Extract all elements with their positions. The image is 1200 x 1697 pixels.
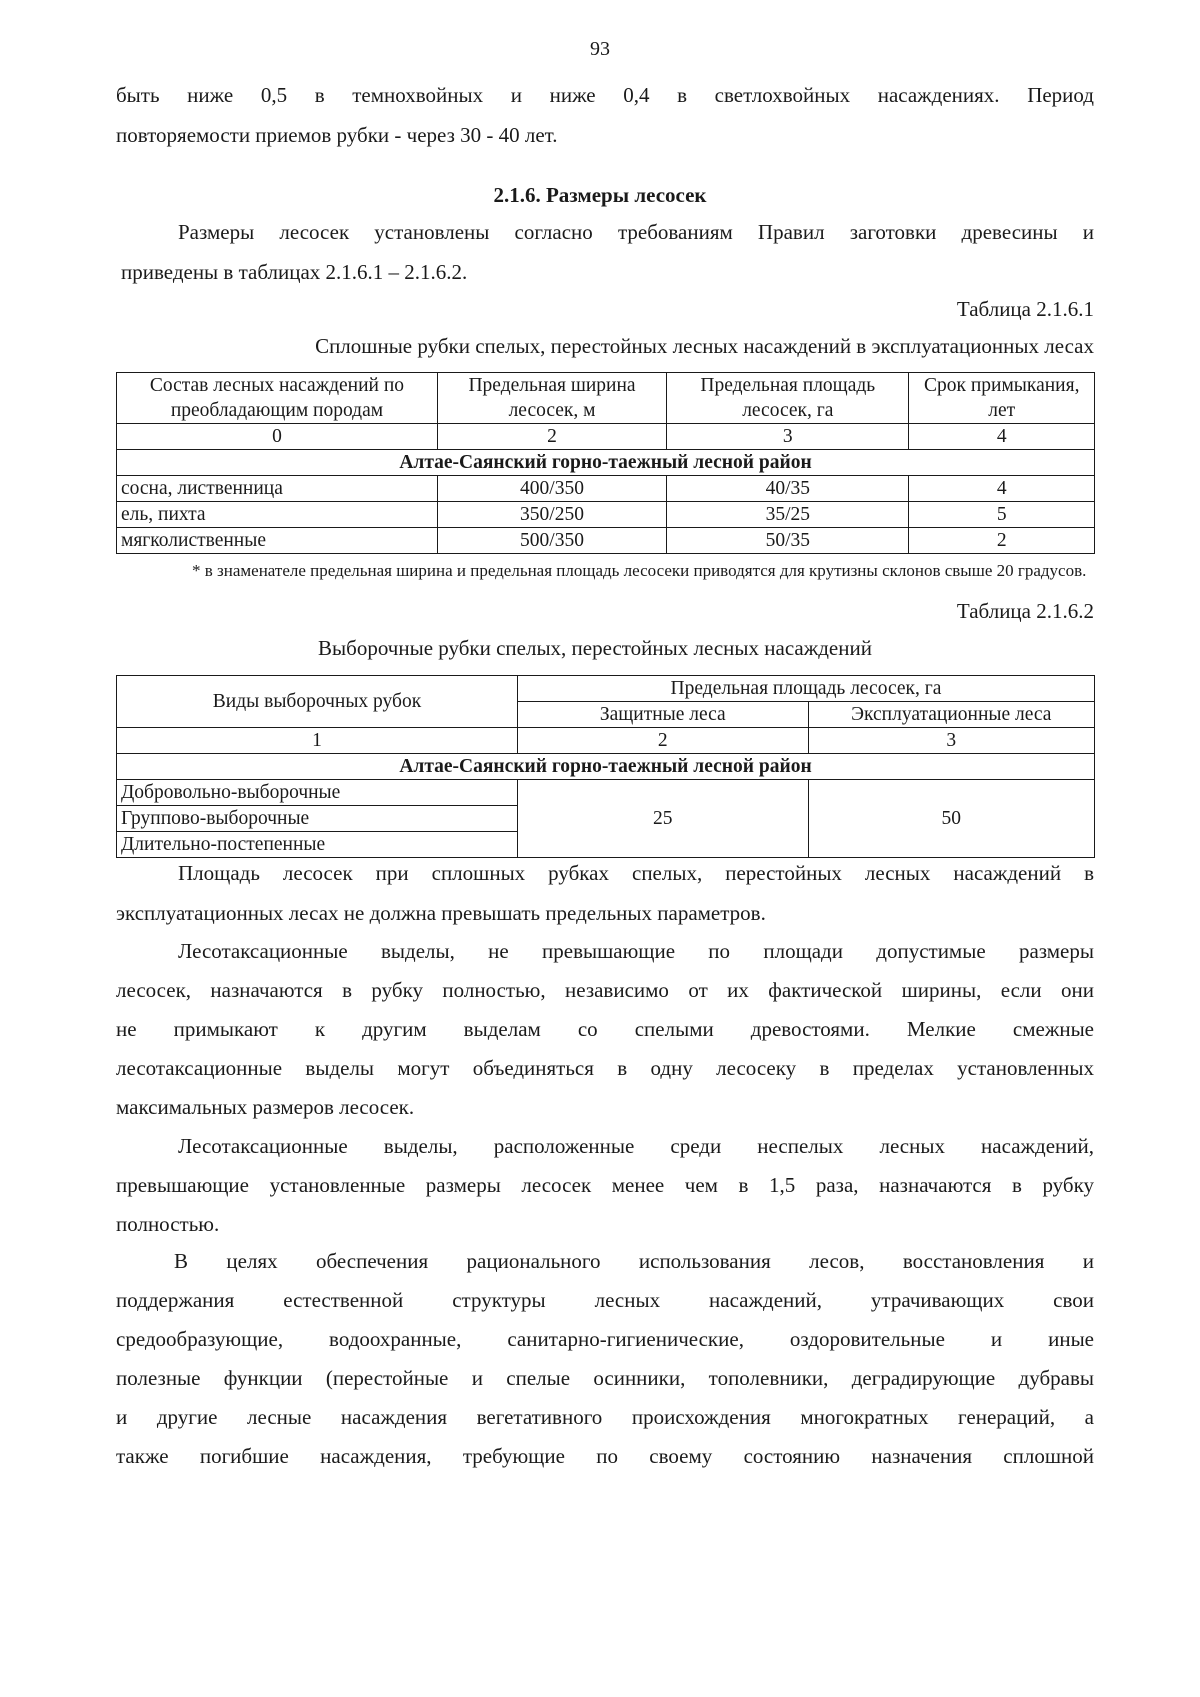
paragraph-unripe-line-1: Лесотаксационные выделы, расположенные среди неспелых лесных насаждений, xyxy=(178,1134,1094,1158)
paragraph-goals-line-1: В целях обеспечения рационального использования лесов, восстановления и xyxy=(174,1249,1094,1273)
table-1-region-row xyxy=(117,450,1095,476)
table-cell: 2 xyxy=(437,424,666,450)
table-cell: Добровольно-выборочные xyxy=(117,780,518,806)
table-row xyxy=(117,528,1095,554)
table-1-header-area: Предельная площадь лесосек, га xyxy=(667,373,909,424)
paragraph-allot-line-3: не примыкают к другим выделам со спелыми древостоями. Мелкие смежные xyxy=(116,1017,1094,1041)
table-cell: 400/350 xyxy=(437,476,666,502)
table-cell: 500/350 xyxy=(437,528,666,554)
table-2-header-exploitation: Эксплуатационные леса xyxy=(808,702,1094,728)
paragraph-unripe-line-3: полностью. xyxy=(116,1212,220,1236)
table-cell: Группово-выборочные xyxy=(117,806,518,832)
table-cell: 2 xyxy=(909,528,1095,554)
paragraph-goals-line-2: поддержания естественной структуры лесных насаждений, утрачивающих свои xyxy=(116,1288,1094,1312)
region-name: Алтае-Саянский горно-таежный лесной район xyxy=(117,450,1095,476)
table-cell: 40/35 xyxy=(667,476,909,502)
paragraph-sizes-line-1: Размеры лесосек установлены согласно требованиям Правил заготовки древесины и xyxy=(178,220,1094,244)
paragraph-goals-line-4: полезные функции (перестойные и спелые осинники, тополевники, деградирующие дубравы xyxy=(116,1366,1094,1390)
table-1-header-row xyxy=(117,373,1095,424)
table-1-column-numbers xyxy=(117,424,1095,450)
paragraph-allot-line-2: лесосек, назначаются в рубку полностью, независимо от их фактической ширины, если они xyxy=(116,978,1094,1002)
paragraph-area-line-1: Площадь лесосек при сплошных рубках спелых, перестойных лесных насаждений в xyxy=(178,861,1094,885)
paragraph-goals-line-6: также погибшие насаждения, требующие по своему состоянию назначения сплошной xyxy=(116,1444,1094,1468)
paragraph-allot-line-1: Лесотаксационные выделы, не превышающие по площади допустимые размеры xyxy=(178,939,1094,963)
table-2-header-row xyxy=(117,676,1095,702)
paragraph-intro-line-2: повторяемости приемов рубки - через 30 - 40 лет. xyxy=(116,123,558,147)
table-2-region-row xyxy=(117,754,1095,780)
table-cell-exploitation-value: 50 xyxy=(808,780,1094,858)
table-selective-cuttings xyxy=(116,675,1095,858)
table-clear-cuttings xyxy=(116,372,1095,554)
paragraph-sizes-line-2: приведены в таблицах 2.1.6.1 – 2.1.6.2. xyxy=(121,260,468,284)
table-cell: 350/250 xyxy=(437,502,666,528)
table-1-number: Таблица 2.1.6.1 xyxy=(956,297,1094,321)
table-row xyxy=(117,502,1095,528)
table-1-footnote: * в знаменателе предельная ширина и предельная площадь лесосеки приводятся для крутизны склонов свыше 20 градусов. xyxy=(192,561,1087,580)
paragraph-goals-line-3: средообразующие, водоохранные, санитарно-гигиенические, оздоровительные и иные xyxy=(116,1327,1094,1351)
table-cell: 5 xyxy=(909,502,1095,528)
table-cell: 2 xyxy=(517,728,808,754)
table-cell: ель, пихта xyxy=(117,502,438,528)
table-cell: 4 xyxy=(909,424,1095,450)
table-cell: сосна, лиственница xyxy=(117,476,438,502)
table-cell: 3 xyxy=(808,728,1094,754)
table-row xyxy=(117,780,1095,806)
table-2-header-area: Предельная площадь лесосек, га xyxy=(517,676,1094,702)
region-name: Алтае-Саянский горно-таежный лесной район xyxy=(117,754,1095,780)
paragraph-unripe-line-2: превышающие установленные размеры лесосек менее чем в 1,5 раза, назначаются в рубку xyxy=(116,1173,1094,1197)
paragraph-allot-line-5: максимальных размеров лесосек. xyxy=(116,1095,415,1119)
table-1-header-adjacency: Срок примыкания, лет xyxy=(909,373,1095,424)
table-cell: 4 xyxy=(909,476,1095,502)
paragraph-intro-line-1: быть ниже 0,5 в темнохвойных и ниже 0,4 в светлохвойных насаждениях. Период xyxy=(116,83,1094,107)
paragraph-area-line-2: эксплуатационных лесах не должна превышать предельных параметров. xyxy=(116,901,766,925)
table-2-caption: Выборочные рубки спелых, перестойных лесных насаждений xyxy=(318,636,872,660)
table-1-header-width: Предельная ширина лесосек, м xyxy=(437,373,666,424)
paragraph-allot-line-4: лесотаксационные выделы могут объединяться в одну лесосеку в пределах установленных xyxy=(116,1056,1094,1080)
table-2-header-protective: Защитные леса xyxy=(517,702,808,728)
table-1-caption: Сплошные рубки спелых, перестойных лесных насаждений в эксплуатационных лесах xyxy=(315,334,1094,358)
table-2-column-numbers xyxy=(117,728,1095,754)
table-cell: 3 xyxy=(667,424,909,450)
paragraph-goals-line-5: и другие лесные насаждения вегетативного происхождения многократных генераций, а xyxy=(116,1405,1094,1429)
table-cell: 0 xyxy=(117,424,438,450)
table-cell-protective-value: 25 xyxy=(517,780,808,858)
section-heading: 2.1.6. Размеры лесосек xyxy=(493,183,707,207)
table-1-header-composition: Состав лесных насаждений по преобладающим породам xyxy=(117,373,438,424)
table-2-number: Таблица 2.1.6.2 xyxy=(956,599,1094,623)
table-cell: мягколиственные xyxy=(117,528,438,554)
table-cell: 1 xyxy=(117,728,518,754)
table-2-header-types: Виды выборочных рубок xyxy=(117,676,518,728)
table-cell: 50/35 xyxy=(667,528,909,554)
page-number: 93 xyxy=(590,38,610,60)
table-cell: 35/25 xyxy=(667,502,909,528)
table-cell: Длительно-постепенные xyxy=(117,832,518,858)
table-row xyxy=(117,476,1095,502)
